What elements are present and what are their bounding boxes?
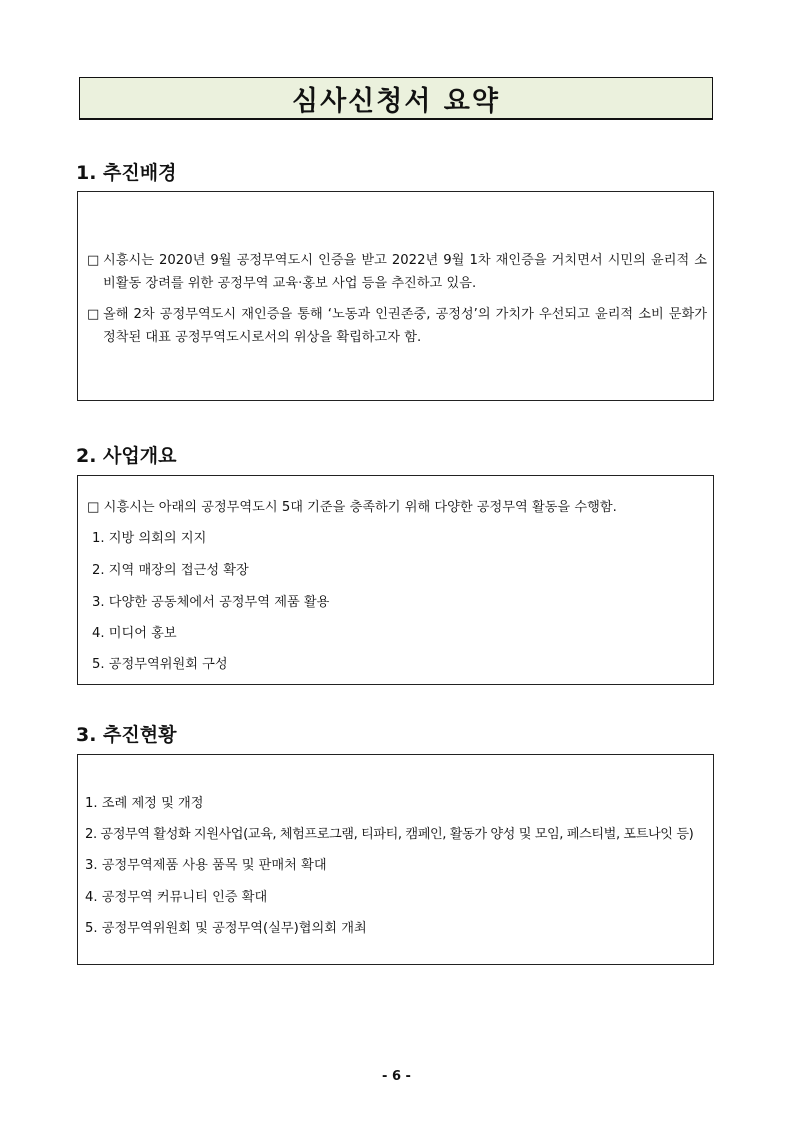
list-item: 4. 미디어 홍보	[92, 626, 177, 641]
list-item: 5. 공정무역위원회 구성	[92, 657, 228, 672]
paragraph-text: 올해 2차 공정무역도시 재인증을 통해 ‘노동과 인권존중, 공정성’의 가치가 우선되고 윤리적 소비 문화가 정착된 대표 공정무역도시로서의 위상을 확립하고자 함.	[103, 307, 707, 345]
paragraph-text: 시흥시는 2020년 9월 공정무역도시 인증을 받고 2022년 9월 1차 재인증을 거치면서 시민의 윤리적 소비활동 장려를 위한 공정무역 교육·홍보 사업 등을 추진하고 있음.	[103, 253, 707, 291]
section-box-background	[77, 191, 714, 401]
section-heading-overview: 2. 사업개요	[76, 445, 177, 467]
checkbox-bullet: □	[87, 307, 100, 322]
list-item: 4. 공정무역 커뮤니티 인증 확대	[85, 890, 268, 905]
checkbox-bullet: □	[87, 253, 100, 268]
section-box-overview	[77, 475, 714, 685]
document-title-box	[79, 77, 713, 120]
list-item: 1. 지방 의회의 지지	[92, 531, 207, 546]
list-item: 1. 조례 제정 및 개정	[85, 796, 204, 811]
section-heading-status: 3. 추진현황	[76, 724, 177, 746]
list-item: 3. 다양한 공동체에서 공정무역 제품 활용	[92, 595, 330, 610]
page-number: - 6 -	[382, 1069, 411, 1084]
document-title: 심사신청서 요약	[292, 85, 500, 117]
list-item: 3. 공정무역제품 사용 품목 및 판매처 확대	[85, 858, 327, 873]
section-box-status	[77, 754, 714, 965]
paragraph-2	[87, 303, 707, 349]
list-item: 2. 지역 매장의 접근성 확장	[92, 563, 249, 578]
list-item: 5. 공정무역위원회 및 공정무역(실무)협의회 개최	[85, 921, 367, 936]
overview-intro: □ 시흥시는 아래의 공정무역도시 5대 기준을 충족하기 위해 다양한 공정무역 활동을 수행함.	[87, 500, 617, 515]
section-heading-background: 1. 추진배경	[76, 162, 177, 184]
paragraph-1	[87, 249, 707, 295]
list-item: 2. 공정무역 활성화 지원사업(교육, 체험프로그램, 티파티, 캠페인, 활동가 양성 및 모임, 페스티벌, 포트나잇 등)	[85, 827, 694, 842]
